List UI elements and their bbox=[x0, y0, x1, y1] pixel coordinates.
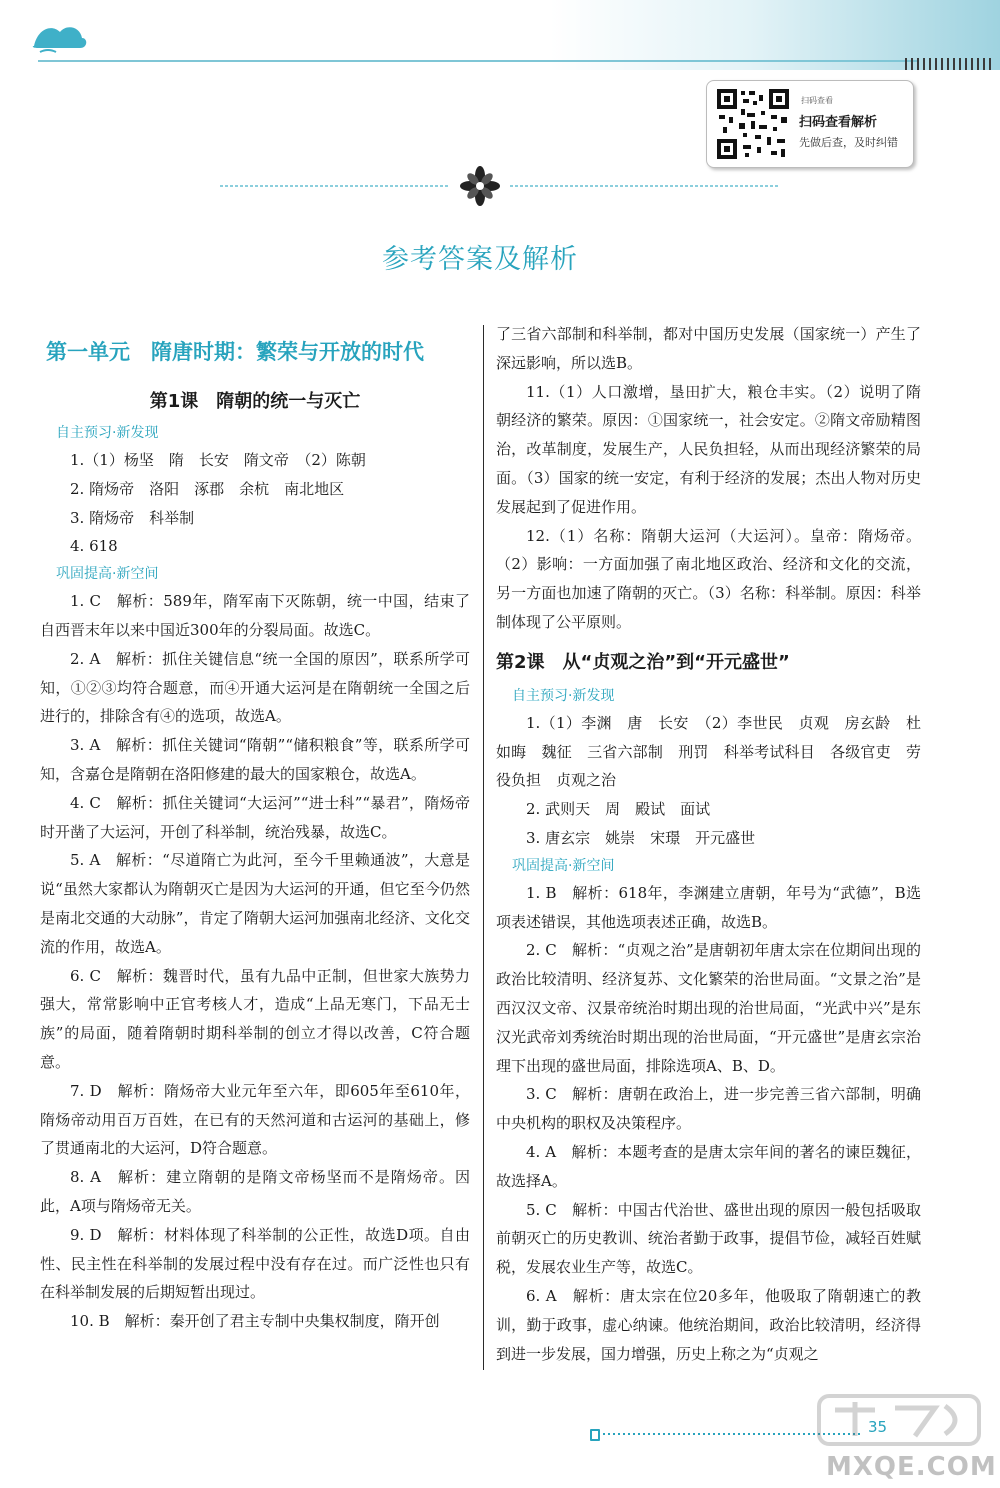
lesson1-answer: 9. D 解析：材料体现了科举制的公正性，故选D项。自由性、民主性在科举制的发展过程中没有存在过。而广泛性也只有在科举制发展的后期短暂出现过。 bbox=[40, 1225, 470, 1302]
lesson1-answer: 4. C 解析：抓住关键词“大运河”“进士科”“暴君”，隋炀帝时开凿了大运河，开创了科举制，统治残暴，故选C。 bbox=[40, 793, 470, 841]
footer-marker-icon bbox=[590, 1429, 600, 1441]
flower-ornament-icon bbox=[210, 166, 790, 206]
left-column bbox=[40, 320, 470, 1336]
lesson1-consolidate-heading: 巩固提高·新空间 bbox=[56, 566, 159, 583]
qr-small-text: 扫码查看 bbox=[801, 96, 833, 105]
lesson1-answer-10-start: 10. B 解析：秦开创了君主专制中央集权制度，隋开创 bbox=[70, 1312, 440, 1331]
lesson2-answer: 5. C 解析：中国古代治世、盛世出现的原因一般包括吸取前朝灭亡的历史教训、统治者勤于政事，提倡节俭，减轻百姓赋税，发展农业生产等，故选C。 bbox=[496, 1200, 921, 1277]
lesson1-answer: 12.（1）名称：隋朝大运河（大运河）。皇帝：隋炀帝。（2）影响：一方面加强了南北地区政治、经济和文化的交流，另一方面也加速了隋朝的灭亡。（3）名称：科举制。原因：科举制体现了公平原则。 bbox=[496, 526, 921, 631]
qr-card[interactable] bbox=[706, 80, 914, 168]
qr-title: 扫码查看解析 bbox=[799, 115, 878, 130]
lesson1-answer: 3. A 解析：抓住关键词“隋朝”“储积粮食”等，联系所学可知，含嘉仓是隋朝在洛阳修建的最大的国家粮仓，故选A。 bbox=[40, 736, 470, 783]
unit-title: 第一单元 隋唐时期：繁荣与开放的时代 bbox=[46, 340, 424, 364]
lesson2-preview-heading: 自主预习·新发现 bbox=[512, 687, 615, 704]
lesson1-preview-item: 4. 618 bbox=[70, 537, 118, 556]
lesson1-title: 第1课 隋朝的统一与灭亡 bbox=[149, 391, 361, 412]
column-divider bbox=[483, 325, 484, 1370]
watermark-text: MXQE.COM bbox=[826, 1452, 997, 1482]
lesson1-answer: 11.（1）人口激增，垦田扩大，粮仓丰实。（2）说明了隋朝经济的繁荣。原因：①国家统一，社会安定。②隋文帝励精图治，改革制度，发展生产，人民负担轻，从而出现经济繁荣的局面。（3）国家的统一安定，有利于经济的发展；杰出人物对历史发展起到了促进作用。 bbox=[496, 382, 921, 516]
lesson2-answer: 6. A 解析：唐太宗在位20多年，他吸取了隋朝速亡的教训，勤于政事，虚心纳谏。他统治期间，政治比较清明，经济得到进一步发展，国力增强，历史上称之为“贞观之 bbox=[496, 1286, 921, 1363]
cloud-logo-icon bbox=[30, 18, 90, 62]
page-title: 参考答案及解析 bbox=[382, 244, 578, 275]
page-number: 35 bbox=[868, 1418, 888, 1436]
lesson2-title: 第2课 从“贞观之治”到“开元盛世” bbox=[496, 651, 790, 673]
qr-subtitle: 先做后查，及时纠错 bbox=[799, 136, 898, 149]
lesson1-answer: 8. A 解析：建立隋朝的是隋文帝杨坚而不是隋炀帝。因此，A项与隋炀帝无关。 bbox=[40, 1168, 470, 1215]
lesson2-answer: 1. B 解析：618年，李渊建立唐朝，年号为“武德”，B选项表述错误，其他选项表述正确，故选B。 bbox=[496, 883, 921, 931]
qr-code-icon[interactable] bbox=[715, 87, 791, 161]
header-ticks bbox=[905, 58, 995, 70]
lesson1-answer: 5. A 解析：“尽道隋亡为此河，至今千里赖通波”，大意是说“虽然大家都认为隋朝灭亡是因为大运河的开通，但它至今仍然是南北交通的大动脉”，肯定了隋朝大运河加强南北经济、文化交流的作用，故选A。 bbox=[40, 851, 470, 956]
lesson1-answer: 2. A 解析：抓住关键信息“统一全国的原因”，联系所学可知，①②③均符合题意，而④开通大运河是在隋朝统一全国之后进行的，排除含有④的选项，故选A。 bbox=[40, 649, 470, 726]
lesson1-answer: 7. D 解析：隋炀帝大业元年至六年，即605年至610年，隋炀帝动用百万百姓，在已有的天然河道和古运河的基础上，修了贯通南北的大运河，D符合题意。 bbox=[40, 1081, 470, 1158]
header-rule bbox=[38, 60, 918, 62]
lesson2-answer: 4. A 解析：本题考查的是唐太宗年间的著名的谏臣魏征，故选择A。 bbox=[496, 1142, 921, 1190]
lesson1-answer: 1. C 解析：589年，隋军南下灭陈朝，统一中国，结束了自西晋末年以来中国近300年的分裂局面。故选C。 bbox=[40, 592, 470, 639]
lesson2-answer: 3. C 解析：唐朝在政治上，进一步完善三省六部制，明确中央机构的职权及决策程序。 bbox=[496, 1085, 921, 1133]
lesson2-answer: 2. C 解析：“贞观之治”是唐朝初年唐太宗在位期间出现的政治比较清明、经济复苏、文化繁荣的治世局面。“文景之治”是西汉汉文帝、汉景帝统治时期出现的治世局面，“光武中兴”是东汉光武帝刘秀统治时期出现的治世局面，“开元盛世”是唐玄宗治理下出现的盛世局面，排除选项A、B、D。 bbox=[496, 941, 921, 1075]
lesson1-preview-item: 3. 隋炀帝 科举制 bbox=[70, 508, 195, 527]
watermark-logo-icon bbox=[815, 1390, 985, 1450]
lesson1-preview-item: 2. 隋炀帝 洛阳 涿郡 余杭 南北地区 bbox=[70, 479, 345, 498]
lesson1-preview-item: 1.（1）杨坚 隋 长安 隋文帝 （2）陈朝 bbox=[70, 451, 366, 469]
lesson1-answer: 6. C 解析：魏晋时代，虽有九品中正制，但世家大族势力强大，常常影响中正官考核人才，造成“上品无寒门，下品无士族”的局面，随着隋朝时期科举制的创立才得以改善，C符合题意。 bbox=[40, 966, 470, 1071]
lesson1-preview-heading: 自主预习·新发现 bbox=[56, 425, 159, 441]
lesson1-answer-10-cont: 了三省六部制和科举制，都对中国历史发展（国家统一）产生了深远影响，所以选B。 bbox=[496, 325, 921, 372]
lesson2-preview-item: 1.（1）李渊 唐 长安 （2）李世民 贞观 房玄龄 杜如晦 魏征 三省六部制 刑罚 科举考试科目 各级官吏 劳役负担 贞观之治 bbox=[496, 713, 921, 790]
lesson2-preview-item: 2. 武则天 周 殿试 面试 bbox=[526, 800, 711, 819]
right-column bbox=[496, 320, 921, 1368]
lesson2-consolidate-heading: 巩固提高·新空间 bbox=[512, 857, 615, 874]
lesson2-preview-item: 3. 唐玄宗 姚崇 宋璟 开元盛世 bbox=[526, 828, 756, 847]
